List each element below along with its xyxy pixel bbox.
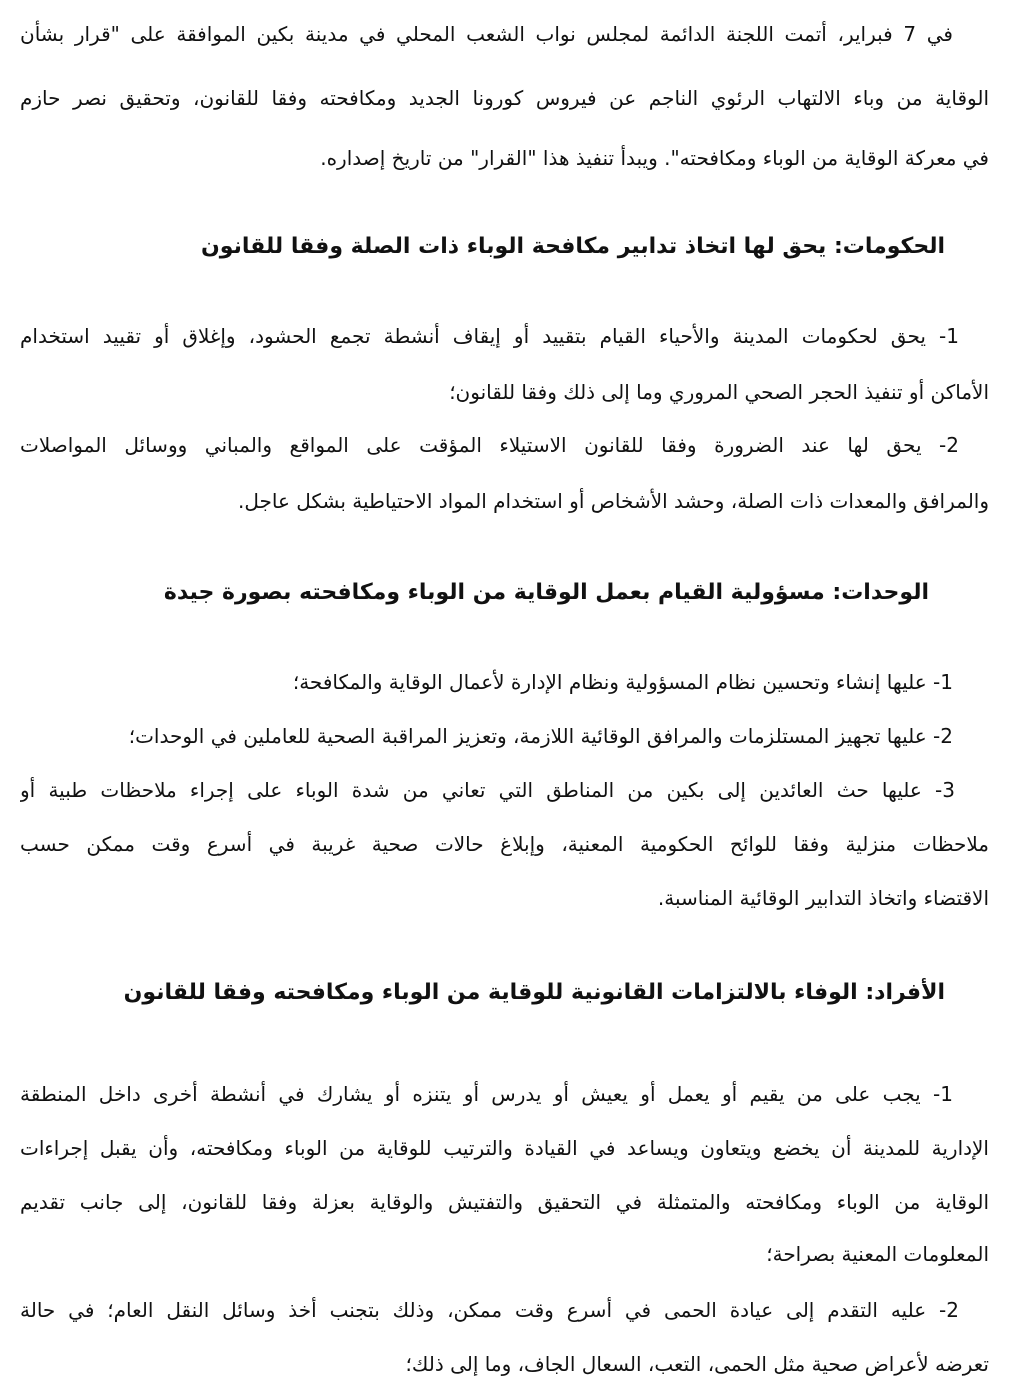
intro-line-3: في معركة الوقاية من الوباء ومكافحته". ويبدأ تنفيذ هذا "القرار" من تاريخ إصداره. bbox=[320, 146, 989, 170]
governments-item-1-line-1: 1- يحق لحكومات المدينة والأحياء القيام بتقييد أو إيقاف أنشطة تجمع الحشود، وإغلاق أو تقييد استخدام bbox=[20, 324, 959, 348]
individuals-item-1-line-3: الوقاية من الوباء ومكافحته والمتمثلة في التحقيق والتفتيش والوقاية بعزلة وفقا للقانون، إلى جانب تقديم bbox=[20, 1190, 989, 1214]
intro-line-1: في 7 فبراير، أتمت اللجنة الدائمة لمجلس نواب الشعب المحلي في مدينة بكين الموافقة على "قرار بشأن bbox=[20, 22, 953, 46]
units-item-1-line-1: 1- عليها إنشاء وتحسين نظام المسؤولية ونظام الإدارة لأعمال الوقاية والمكافحة؛ bbox=[292, 670, 953, 694]
section-heading-individuals: الأفراد: الوفاء بالالتزامات القانونية للوقاية من الوباء ومكافحته وفقا للقانون bbox=[123, 980, 945, 1005]
individuals-item-1-line-2: الإدارية للمدينة أن يخضع ويتعاون ويساعد في القيادة والترتيب للوقاية من الوباء ومكافحته، وأن يقبل إجراءات bbox=[20, 1136, 989, 1160]
section-heading-governments: الحكومات: يحق لها اتخاذ تدابير مكافحة الوباء ذات الصلة وفقا للقانون bbox=[201, 234, 945, 259]
units-item-3-line-2: ملاحظات منزلية وفقا للوائح الحكومية المعنية، وإبلاغ حالات صحية غريبة في أسرع وقت ممكن حسب bbox=[20, 832, 989, 856]
intro-line-2: الوقاية من وباء الالتهاب الرئوي الناجم عن فيروس كورونا الجديد ومكافحته وفقا للقانون، وتحقيق نصر حازم bbox=[20, 86, 989, 110]
units-item-2-line-1: 2- عليها تجهيز المستلزمات والمرافق الوقائية اللازمة، وتعزيز المراقبة الصحية للعاملين في الوحدات؛ bbox=[128, 724, 953, 748]
individuals-item-2-line-2: تعرضه لأعراض صحية مثل الحمى، التعب، السعال الجاف، وما إلى ذلك؛ bbox=[405, 1352, 989, 1376]
governments-item-2-line-2: والمرافق والمعدات ذات الصلة، وحشد الأشخاص أو استخدام المواد الاحتياطية بشكل عاجل. bbox=[238, 489, 989, 513]
units-item-3-line-3: الاقتضاء واتخاذ التدابير الوقائية المناسبة. bbox=[657, 886, 989, 910]
individuals-item-1-line-4: المعلومات المعنية بصراحة؛ bbox=[766, 1242, 989, 1266]
individuals-item-2-line-1: 2- عليه التقدم إلى عيادة الحمى في أسرع وقت ممكن، وذلك بتجنب أخذ وسائل النقل العام؛ في حالة bbox=[20, 1298, 959, 1322]
governments-item-2-line-1: 2- يحق لها عند الضرورة وفقا للقانون الاستيلاء المؤقت على المواقع والمباني ووسائل المواصلات bbox=[20, 433, 959, 457]
governments-item-1-line-2: الأماكن أو تنفيذ الحجر الصحي المروري وما إلى ذلك وفقا للقانون؛ bbox=[449, 380, 989, 404]
individuals-item-1-line-1: 1- يجب على من يقيم أو يعمل أو يعيش أو يدرس أو يتنزه أو يشارك في أنشطة أخرى داخل المنطقة bbox=[20, 1082, 953, 1106]
units-item-3-line-1: 3- عليها حث العائدين إلى بكين من المناطق التي تعاني من شدة الوباء على إجراء ملاحظات طبية أو bbox=[20, 778, 955, 802]
section-heading-units: الوحدات: مسؤولية القيام بعمل الوقاية من الوباء ومكافحته بصورة جيدة bbox=[163, 580, 929, 605]
